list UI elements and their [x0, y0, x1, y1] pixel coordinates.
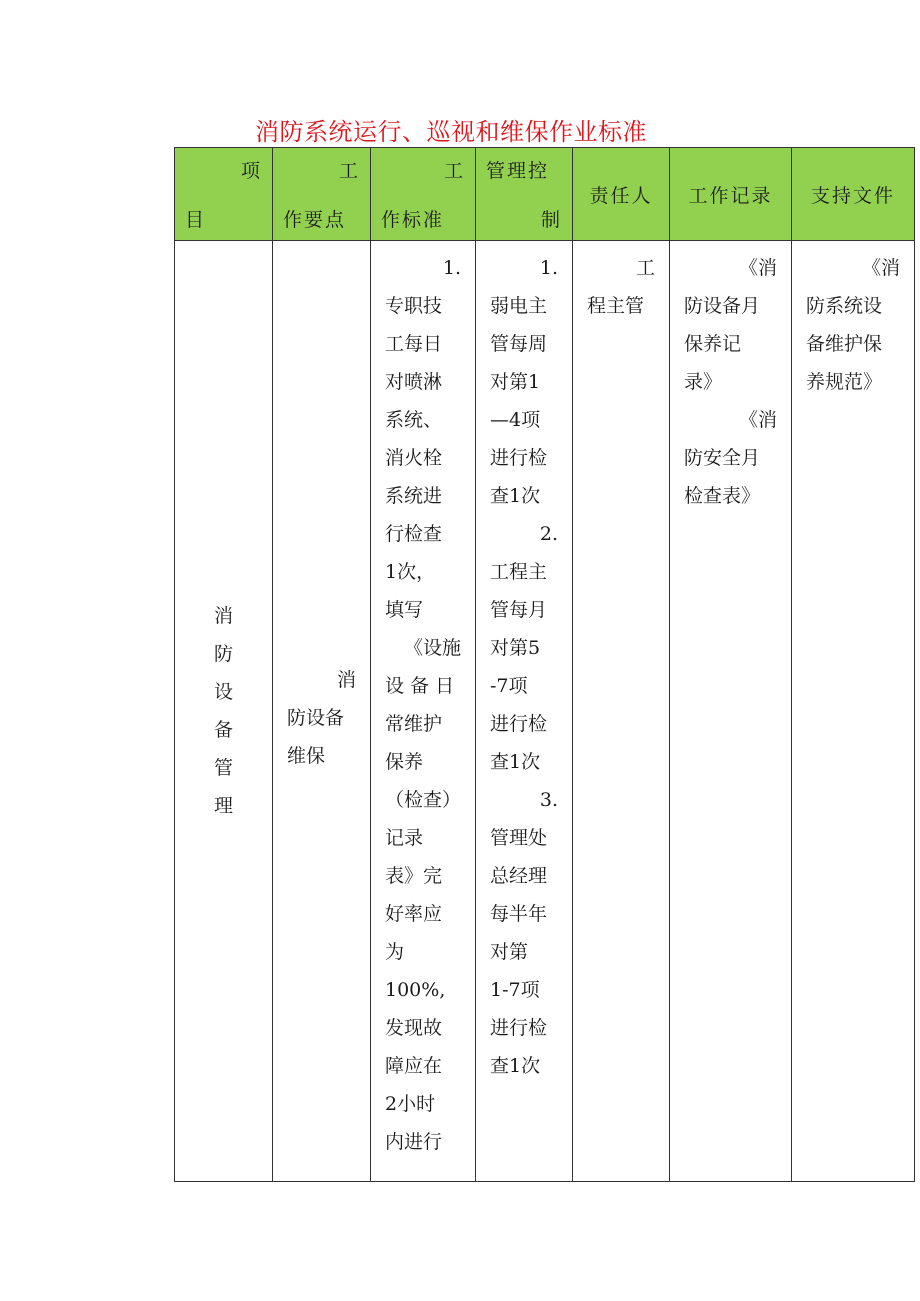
standard-line: 1. — [442, 257, 462, 279]
standard-line: 对喷淋 — [385, 371, 443, 393]
standard-line: 2小时 — [385, 1093, 436, 1115]
standard-line: 表》完 — [385, 865, 443, 887]
standard-line: 行检查 — [385, 523, 443, 545]
records-line: 《消 — [739, 257, 778, 279]
standard-line: 系统进 — [385, 485, 443, 507]
cell-control — [476, 241, 573, 1182]
control-line: 工程主 — [490, 561, 548, 583]
control-line: 2. — [539, 523, 559, 545]
control-line: —4项 — [490, 409, 541, 431]
records-line: 《消 — [739, 409, 778, 431]
project-line: 设 — [213, 681, 233, 703]
control-line: 对第5 — [490, 637, 541, 659]
standard-line: 常维护 — [385, 713, 443, 735]
key-points-line: 消 — [336, 669, 356, 691]
standard-line: 《设施 — [404, 637, 462, 659]
project-line: 防 — [213, 643, 233, 665]
records-line: 防设备月 — [684, 295, 761, 317]
cell-project — [175, 241, 273, 1182]
key-points-line: 防设备 — [287, 707, 345, 729]
header-responsible: 责任人 — [573, 148, 670, 241]
standard-line: 专职技 — [385, 295, 443, 317]
standard-line: 消火栓 — [385, 447, 443, 469]
records-line: 保养记 — [684, 333, 742, 355]
control-line: 管理处 — [490, 827, 548, 849]
header-project: 项 目 — [175, 148, 273, 241]
documents-line: 养规范》 — [806, 371, 883, 393]
project-line: 备 — [213, 719, 233, 741]
cell-documents — [792, 241, 915, 1182]
standard-line: 系统、 — [385, 409, 443, 431]
control-line: 进行检 — [490, 713, 548, 735]
header-documents: 支持文件 — [792, 148, 915, 241]
standard-line: 设 备 日 — [385, 675, 455, 697]
cell-records — [670, 241, 792, 1182]
standard-line: 内进行 — [385, 1131, 443, 1153]
control-line: 查1次 — [490, 485, 541, 507]
project-line: 管 — [213, 757, 233, 779]
standard-line: 为 — [385, 941, 405, 963]
standard-line: 发现故 — [385, 1017, 443, 1039]
standards-table — [174, 147, 915, 1182]
control-line: 管每周 — [490, 333, 548, 355]
table-row — [175, 241, 915, 1182]
key-points-line: 维保 — [287, 745, 326, 767]
header-standard: 工 作标准 — [371, 148, 476, 241]
control-line: 弱电主 — [490, 295, 548, 317]
responsible-line: 程主管 — [587, 295, 645, 317]
header-key-points: 工 作要点 — [273, 148, 371, 241]
control-line: -7项 — [490, 675, 528, 697]
standard-line: 好率应 — [385, 903, 443, 925]
project-line: 理 — [213, 795, 233, 817]
documents-line: 备维护保 — [806, 333, 883, 355]
control-line: 对第1 — [490, 371, 541, 393]
document-title: 消防系统运行、巡视和维保作业标准 — [255, 118, 647, 146]
standard-line: 100%, — [385, 979, 446, 1001]
control-line: 1-7项 — [490, 979, 540, 1001]
header-control: 管理控 制 — [476, 148, 573, 241]
control-line: 查1次 — [490, 1055, 541, 1077]
standard-line: 保养 — [385, 751, 424, 773]
control-line: 对第 — [490, 941, 529, 963]
records-line: 检查表》 — [684, 485, 761, 507]
cell-standard — [371, 241, 476, 1182]
standard-line: （检查） — [385, 789, 462, 811]
control-line: 1. — [539, 257, 559, 279]
standard-line: 记录 — [385, 827, 424, 849]
header-records: 工作记录 — [670, 148, 792, 241]
records-line: 录》 — [684, 371, 723, 393]
control-line: 3. — [539, 789, 559, 811]
control-line: 每半年 — [490, 903, 548, 925]
cell-responsible — [573, 241, 670, 1182]
control-line: 进行检 — [490, 1017, 548, 1039]
documents-line: 防系统设 — [806, 295, 883, 317]
standard-line: 填写 — [385, 599, 424, 621]
documents-line: 《消 — [862, 257, 901, 279]
project-line: 消 — [213, 605, 233, 627]
standard-line: 1次， — [385, 561, 436, 583]
responsible-line: 工 — [636, 257, 656, 279]
cell-key-points — [273, 241, 371, 1182]
control-line: 查1次 — [490, 751, 541, 773]
standard-line: 工每日 — [385, 333, 443, 355]
header-row — [175, 148, 915, 241]
control-line: 总经理 — [490, 865, 548, 887]
standard-line: 障应在 — [385, 1055, 443, 1077]
control-line: 管每月 — [490, 599, 548, 621]
control-line: 进行检 — [490, 447, 548, 469]
records-line: 防安全月 — [684, 447, 761, 469]
